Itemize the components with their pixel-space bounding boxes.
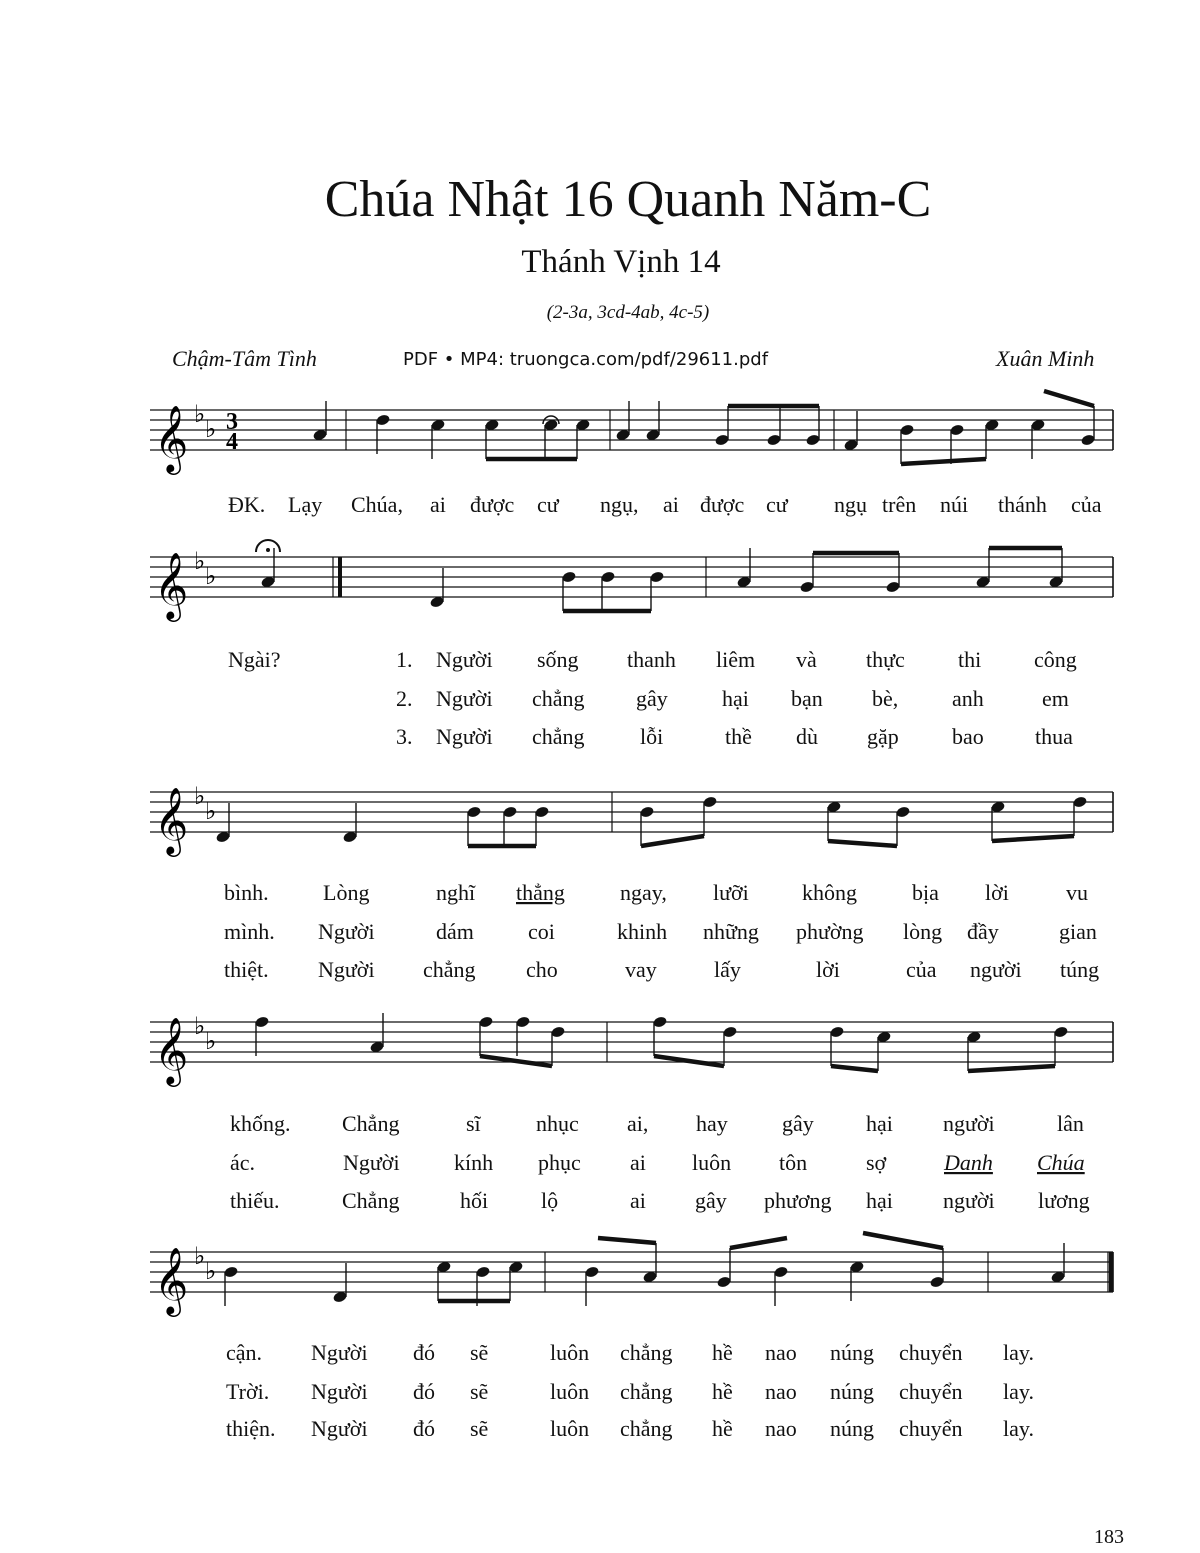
lyric-word: trên	[882, 492, 917, 517]
lyric-word: bè,	[872, 686, 899, 711]
lyric-word: của	[906, 957, 937, 982]
lyric-word: kính	[454, 1150, 494, 1175]
lyric-word: 1.	[396, 647, 413, 672]
note-beam	[730, 1238, 787, 1248]
lyric-word: đó	[413, 1379, 435, 1404]
lyric-word: chuyển	[899, 1379, 963, 1404]
lyric-word: người	[943, 1188, 995, 1213]
lyric-word: những	[703, 919, 759, 944]
system5-lyric-line-3	[226, 1416, 1034, 1441]
lyric-word: cho	[526, 957, 558, 982]
lyric-word: Ngài?	[228, 647, 281, 672]
lyric-word: nao	[765, 1416, 797, 1441]
lyric-word: cư	[537, 492, 559, 517]
lyric-word: núng	[830, 1379, 874, 1404]
lyric-word: bạn	[791, 686, 823, 711]
lyric-word: ai,	[627, 1111, 649, 1136]
note-beam	[641, 836, 704, 846]
fermata-dot	[266, 548, 270, 552]
flat-icon: ♭	[205, 415, 217, 443]
lyric-word: lân	[1057, 1111, 1084, 1136]
lyric-word: người	[970, 957, 1022, 982]
thick-barline	[338, 557, 342, 597]
system5-lyric-line-1	[226, 1340, 1034, 1365]
lyric-word: hại	[866, 1111, 893, 1136]
note-beam	[901, 459, 986, 464]
lyric-word: lòng	[903, 919, 943, 944]
lyric-word: 3.	[396, 724, 413, 749]
lyric-word: lay.	[1003, 1340, 1034, 1365]
lyric-word: người	[943, 1111, 995, 1136]
lyric-word: liêm	[716, 647, 756, 672]
lyric-word: ngụ	[834, 492, 867, 517]
lyric-word: được	[700, 492, 745, 517]
lyric-word: Lòng	[323, 880, 370, 905]
lyric-word: Chúa,	[351, 492, 403, 517]
lyric-word: chẳng	[620, 1340, 673, 1365]
lyric-word: thanh	[627, 647, 676, 672]
lyric-word: luôn	[692, 1150, 732, 1175]
lyric-word: đó	[413, 1340, 435, 1365]
lyric-word: chẳng	[423, 957, 476, 982]
lyric-word: thẳng	[516, 880, 565, 905]
treble-clef-icon: 𝄞	[154, 1246, 189, 1314]
note-beam	[863, 1233, 943, 1248]
lyric-word: gây	[782, 1111, 814, 1136]
lyric-word: vu	[1066, 880, 1088, 905]
lyric-word: lưỡi	[713, 880, 749, 905]
lyric-word: núi	[940, 492, 969, 517]
lyric-word: Người	[436, 686, 493, 711]
lyric-word: Người	[343, 1150, 400, 1175]
lyric-word: thi	[958, 647, 982, 672]
lyric-word: ai	[630, 1188, 646, 1213]
lyric-word: Chẳng	[342, 1188, 400, 1213]
lyric-word: lời	[816, 957, 840, 982]
flat-icon: ♭	[194, 1012, 206, 1040]
lyric-word: ai	[430, 492, 446, 517]
note-beam	[992, 836, 1074, 841]
flat-icon: ♭	[194, 547, 206, 575]
note-beam	[654, 1056, 724, 1066]
lyric-word: Lạy	[288, 492, 323, 517]
system3-lyric-line-2	[224, 919, 1097, 944]
lyric-word: thề	[725, 724, 752, 749]
system4-lyric-line-2	[230, 1150, 1085, 1175]
lyric-word: dám	[436, 919, 474, 944]
lyric-word: bao	[952, 724, 984, 749]
lyric-word: vay	[625, 957, 657, 982]
lyric-word: hề	[712, 1379, 733, 1404]
lyric-word: nghĩ	[436, 880, 476, 905]
staff-system-2	[150, 547, 1113, 622]
lyric-word: nhục	[536, 1111, 579, 1136]
system4-lyric-line-3	[230, 1188, 1090, 1213]
lyric-word: chuyển	[899, 1340, 963, 1365]
lyric-word: Người	[318, 957, 375, 982]
pdf-link[interactable]: PDF • MP4: truongca.com/pdf/29611.pdf	[403, 349, 769, 370]
note-beam	[1044, 391, 1094, 406]
lyric-word: lương	[1038, 1188, 1090, 1213]
lyric-word: Chẳng	[342, 1111, 400, 1136]
lyric-word: khinh	[617, 919, 668, 944]
lyric-word: nao	[765, 1340, 797, 1365]
lyric-word: lộ	[541, 1188, 559, 1213]
lyric-word: 2.	[396, 686, 413, 711]
lyric-word: em	[1042, 686, 1069, 711]
lyric-word: bịa	[912, 880, 939, 905]
lyric-word: chẳng	[620, 1416, 673, 1441]
time-signature-bottom: 4	[226, 429, 238, 455]
note-beam	[828, 841, 897, 846]
lyric-word: thiện.	[226, 1416, 276, 1441]
lyric-word: không	[802, 880, 857, 905]
lyric-word: hay	[696, 1111, 728, 1136]
lyric-word: hề	[712, 1416, 733, 1441]
flat-icon: ♭	[194, 400, 206, 428]
lyric-word: chuyển	[899, 1416, 963, 1441]
lyric-word: luôn	[550, 1416, 590, 1441]
song-subtitle: Thánh Vịnh 14	[521, 244, 721, 280]
lyric-word: Danh	[944, 1150, 993, 1175]
lyric-word: sẽ	[470, 1379, 489, 1404]
lyric-word: lời	[985, 880, 1009, 905]
lyric-word: lỗi	[640, 724, 664, 749]
lyric-word: chẳng	[532, 686, 585, 711]
lyric-word: sống	[537, 647, 579, 672]
lyric-word: ngụ,	[600, 492, 639, 517]
note-beam	[831, 1066, 878, 1071]
composer-name: Xuân Minh	[996, 346, 1095, 371]
lyric-word: thua	[1035, 724, 1073, 749]
lyric-word: núng	[830, 1416, 874, 1441]
lyric-word: công	[1034, 647, 1077, 672]
page-number: 183	[1094, 1526, 1124, 1548]
lyric-word: hại	[722, 686, 749, 711]
lyric-word: dù	[796, 724, 818, 749]
treble-clef-icon: 𝄞	[154, 404, 189, 472]
lyric-word: sẽ	[470, 1416, 489, 1441]
system5-lyric-line-2	[226, 1379, 1034, 1404]
lyric-word: bình.	[224, 880, 269, 905]
final-barline	[1109, 1252, 1113, 1292]
system1-lyric-line-1	[228, 492, 1102, 517]
system2-lyric-line-2	[396, 686, 1069, 711]
lyric-word: mình.	[224, 919, 275, 944]
lyric-word: ai	[630, 1150, 646, 1175]
lyric-word: lấy	[714, 957, 741, 982]
note-beam	[598, 1238, 656, 1243]
lyric-word: và	[796, 647, 817, 672]
lyric-word: gặp	[867, 724, 899, 749]
treble-clef-icon: 𝄞	[154, 786, 189, 854]
lyric-word: khống.	[230, 1111, 291, 1136]
lyric-word: Người	[436, 647, 493, 672]
lyric-word: Chúa	[1037, 1150, 1085, 1175]
lyric-word: đầy	[967, 919, 999, 944]
treble-clef-icon: 𝄞	[154, 1016, 189, 1084]
lyric-word: của	[1071, 492, 1102, 517]
lyric-word: cư	[766, 492, 788, 517]
lyric-word: phương	[764, 1188, 832, 1213]
flat-icon: ♭	[205, 797, 217, 825]
lyric-word: hề	[712, 1340, 733, 1365]
lyric-word: phường	[796, 919, 864, 944]
time-signature-top: 3	[226, 409, 238, 435]
lyric-word: lay.	[1003, 1416, 1034, 1441]
lyric-word: hối	[460, 1188, 489, 1213]
lyric-word: đó	[413, 1416, 435, 1441]
lyric-word: ngay,	[620, 880, 667, 905]
lyric-word: chẳng	[532, 724, 585, 749]
song-title: Chúa Nhật 16 Quanh Năm-C	[324, 171, 932, 228]
lyric-word: Người	[311, 1340, 368, 1365]
lyric-word: Người	[311, 1416, 368, 1441]
staff-system-1	[150, 391, 1113, 475]
lyric-word: thánh	[998, 492, 1047, 517]
system2-lyric-line-3	[396, 724, 1073, 749]
system4-lyric-line-1	[230, 1111, 1084, 1136]
tempo-marking: Chậm-Tâm Tình	[172, 346, 317, 371]
lyric-word: thực	[866, 647, 905, 672]
lyric-word: được	[470, 492, 515, 517]
lyric-word: gây	[695, 1188, 727, 1213]
lyric-word: núng	[830, 1340, 874, 1365]
system3-lyric-line-1	[224, 880, 1088, 905]
lyric-word: gian	[1059, 919, 1097, 944]
lyric-word: sẽ	[470, 1340, 489, 1365]
lyric-word: sợ	[866, 1150, 887, 1175]
lyric-word: ai	[663, 492, 679, 517]
note-beam	[480, 1056, 552, 1066]
lyric-word: Người	[311, 1379, 368, 1404]
lyric-word: thiếu.	[230, 1188, 280, 1213]
lyric-word: lay.	[1003, 1379, 1034, 1404]
lyric-word: luôn	[550, 1379, 590, 1404]
lyric-word: túng	[1060, 957, 1100, 982]
lyric-word: nao	[765, 1379, 797, 1404]
flat-icon: ♭	[205, 562, 217, 590]
staff-system-3	[150, 782, 1113, 857]
staff-system-5	[150, 1233, 1113, 1317]
lyric-word: ĐK.	[228, 492, 266, 517]
lyric-word: cận.	[226, 1340, 263, 1365]
lyric-word: Người	[436, 724, 493, 749]
psalm-verses: (2-3a, 3cd-4ab, 4c-5)	[546, 302, 710, 323]
lyric-word: ác.	[230, 1150, 256, 1175]
system3-lyric-line-3	[224, 957, 1099, 982]
lyric-word: chẳng	[620, 1379, 673, 1404]
lyric-word: gây	[636, 686, 668, 711]
lyric-word: coi	[528, 919, 555, 944]
lyric-word: Người	[318, 919, 375, 944]
lyric-word: anh	[952, 686, 984, 711]
note-beam	[968, 1066, 1055, 1071]
lyric-word: thiệt.	[224, 957, 269, 982]
lyric-word: Trời.	[226, 1379, 270, 1404]
lyric-word: sĩ	[466, 1111, 481, 1136]
staff-system-4	[150, 1012, 1113, 1087]
flat-icon: ♭	[205, 1027, 217, 1055]
lyric-word: tôn	[779, 1150, 808, 1175]
lyric-word: hại	[866, 1188, 893, 1213]
flat-icon: ♭	[205, 1257, 217, 1285]
lyric-word: phục	[538, 1150, 581, 1175]
flat-icon: ♭	[194, 1242, 206, 1270]
system2-lyric-line-1	[228, 647, 1077, 672]
flat-icon: ♭	[194, 782, 206, 810]
treble-clef-icon: 𝄞	[154, 551, 189, 619]
lyric-word: luôn	[550, 1340, 590, 1365]
